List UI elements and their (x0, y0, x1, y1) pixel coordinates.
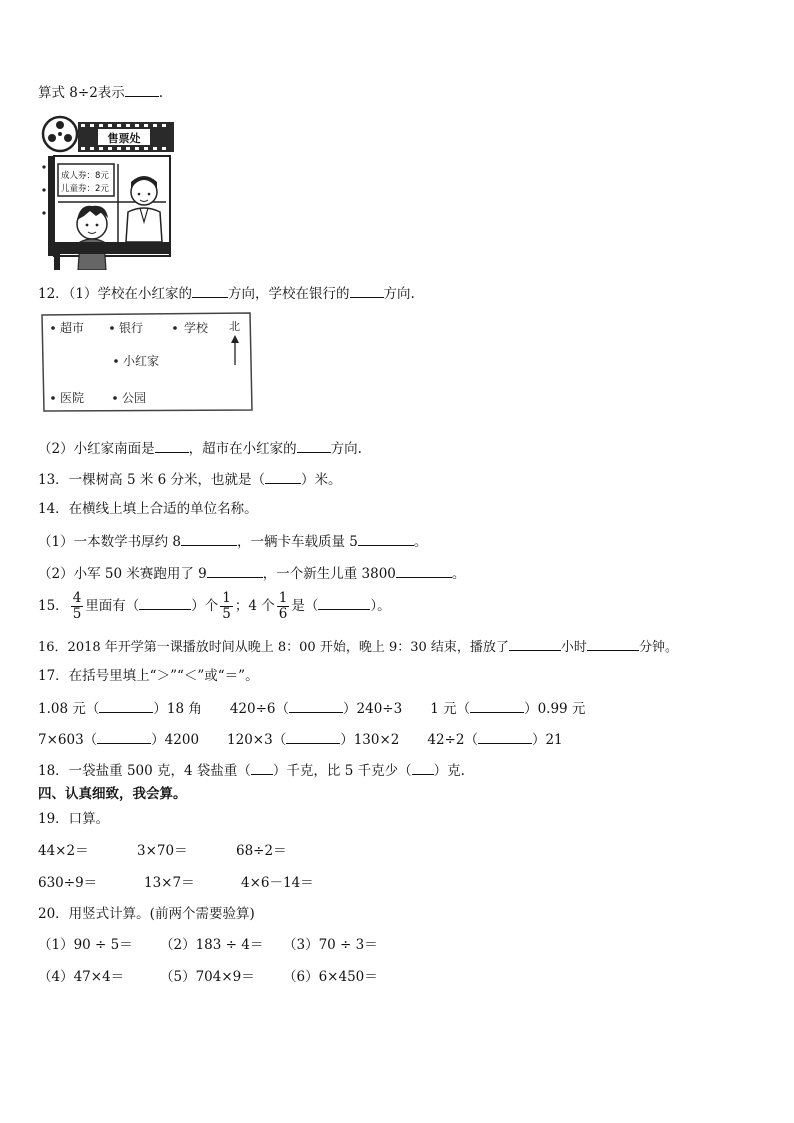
answer-blank[interactable] (587, 636, 639, 651)
direction-map (40, 311, 254, 413)
q11-tail: 算式 8÷2表示 . (38, 82, 163, 102)
answer-blank[interactable] (318, 595, 370, 610)
booth-sign: 售票处 (107, 132, 141, 145)
answer-blank[interactable] (286, 729, 340, 744)
answer-blank[interactable] (396, 563, 452, 578)
q16: 16．2018 年开学第一课播放时间从晚上 8：00 开始，晚上 9：30 结束，播放了 小时 分钟。 (38, 636, 678, 657)
q20-item: （4）47×4＝ (38, 969, 125, 985)
answer-blank[interactable] (289, 698, 343, 713)
answer-blank[interactable] (181, 531, 237, 546)
q19-item: 3×70＝ (137, 843, 188, 859)
map-school: 学校 (184, 321, 209, 335)
answer-blank[interactable] (125, 82, 159, 97)
fraction-1-5: $\frac{1}{5}$ (222, 590, 231, 622)
map-hospital: 医院 (60, 391, 85, 405)
section-4-heading: 四、认真细致，我会算。 (38, 786, 187, 802)
map-bank: 银行 (119, 321, 144, 335)
svg-text:成人券：8元: 成人券：8元 (61, 171, 109, 181)
map-north-label: 北 (229, 320, 240, 333)
q14-line1: （1）一本数学书厚约 8 ，一辆卡车载质量 5 。 (38, 531, 427, 551)
q19-title: 19．口算。 (38, 811, 110, 827)
q17-row1: 1.08 元（ ）18 角 420÷6（ ）240÷3 1 元（ ）0.99 元 (38, 698, 585, 718)
q12-part2: （2）小红家南面是 ，超市在小红家的 方向. (38, 438, 362, 458)
answer-blank[interactable] (155, 438, 189, 453)
map-supermarket: 超市 (60, 321, 85, 335)
answer-blank[interactable] (251, 760, 273, 775)
map-home: 小红家 (123, 354, 160, 368)
q20-item: （1）90 ÷ 5＝ (38, 937, 133, 953)
q18: 18．一袋盐重 500 克，4 袋盐重（ ）千克，比 5 千克少（ ）克. (38, 760, 465, 780)
q15: 15． $\frac{4}{5}$ 里面有（ ）个 $\frac{1}{5}$ ；4 个 $\frac{1}{6}$ 是（ ）。 (38, 590, 391, 622)
answer-blank[interactable] (139, 595, 191, 610)
answer-blank[interactable] (297, 438, 331, 453)
q20-item: （6）6×450＝ (283, 969, 378, 985)
q19-item: 13×7＝ (144, 875, 195, 891)
fraction-1-6: $\frac{1}{6}$ (278, 590, 288, 622)
q19-item: 44×2＝ (38, 843, 89, 859)
q20-item: （5）704×9＝ (160, 969, 255, 985)
answer-blank[interactable] (478, 729, 532, 744)
answer-blank[interactable] (192, 283, 228, 298)
q19-item: 4×6－14＝ (241, 875, 314, 891)
answer-blank[interactable] (265, 469, 301, 484)
q20-item: （3）70 ÷ 3＝ (283, 937, 378, 953)
q12-part1: 12．（1）学校在小红家的 方向，学校在银行的 方向. (38, 283, 415, 303)
q20-item: （2）183 ÷ 4＝ (160, 937, 264, 953)
answer-blank[interactable] (99, 698, 153, 713)
q13: 13．一棵树高 5 米 6 分米，也就是（ ）米。 (38, 469, 342, 489)
q17-title: 17．在括号里填上“＞”“＜”或“＝”。 (38, 668, 259, 684)
q14-line2: （2）小军 50 米赛跑用了 9 ，一个新生儿重 3800 。 (38, 563, 465, 583)
answer-blank[interactable] (412, 760, 434, 775)
q20-title: 20．用竖式计算。(前两个需要验算) (38, 906, 255, 922)
q14-title: 14．在横线上填上合适的单位名称。 (38, 501, 258, 517)
answer-blank[interactable] (358, 531, 414, 546)
answer-blank[interactable] (207, 563, 263, 578)
ticket-booth-illustration (40, 112, 180, 270)
q17-row2: 7×603（ ）4200 120×3（ ）130×2 42÷2（ ）21 (38, 729, 563, 749)
answer-blank[interactable] (97, 729, 151, 744)
answer-blank[interactable] (470, 698, 524, 713)
answer-blank[interactable] (350, 283, 384, 298)
map-park: 公园 (122, 391, 147, 405)
fraction-4-5: $\frac{4}{5}$ (72, 590, 82, 622)
q19-item: 68÷2＝ (236, 843, 287, 859)
answer-blank[interactable] (509, 636, 561, 651)
svg-text:儿童券：2元: 儿童券：2元 (61, 184, 109, 194)
q19-item: 630÷9＝ (38, 875, 98, 891)
